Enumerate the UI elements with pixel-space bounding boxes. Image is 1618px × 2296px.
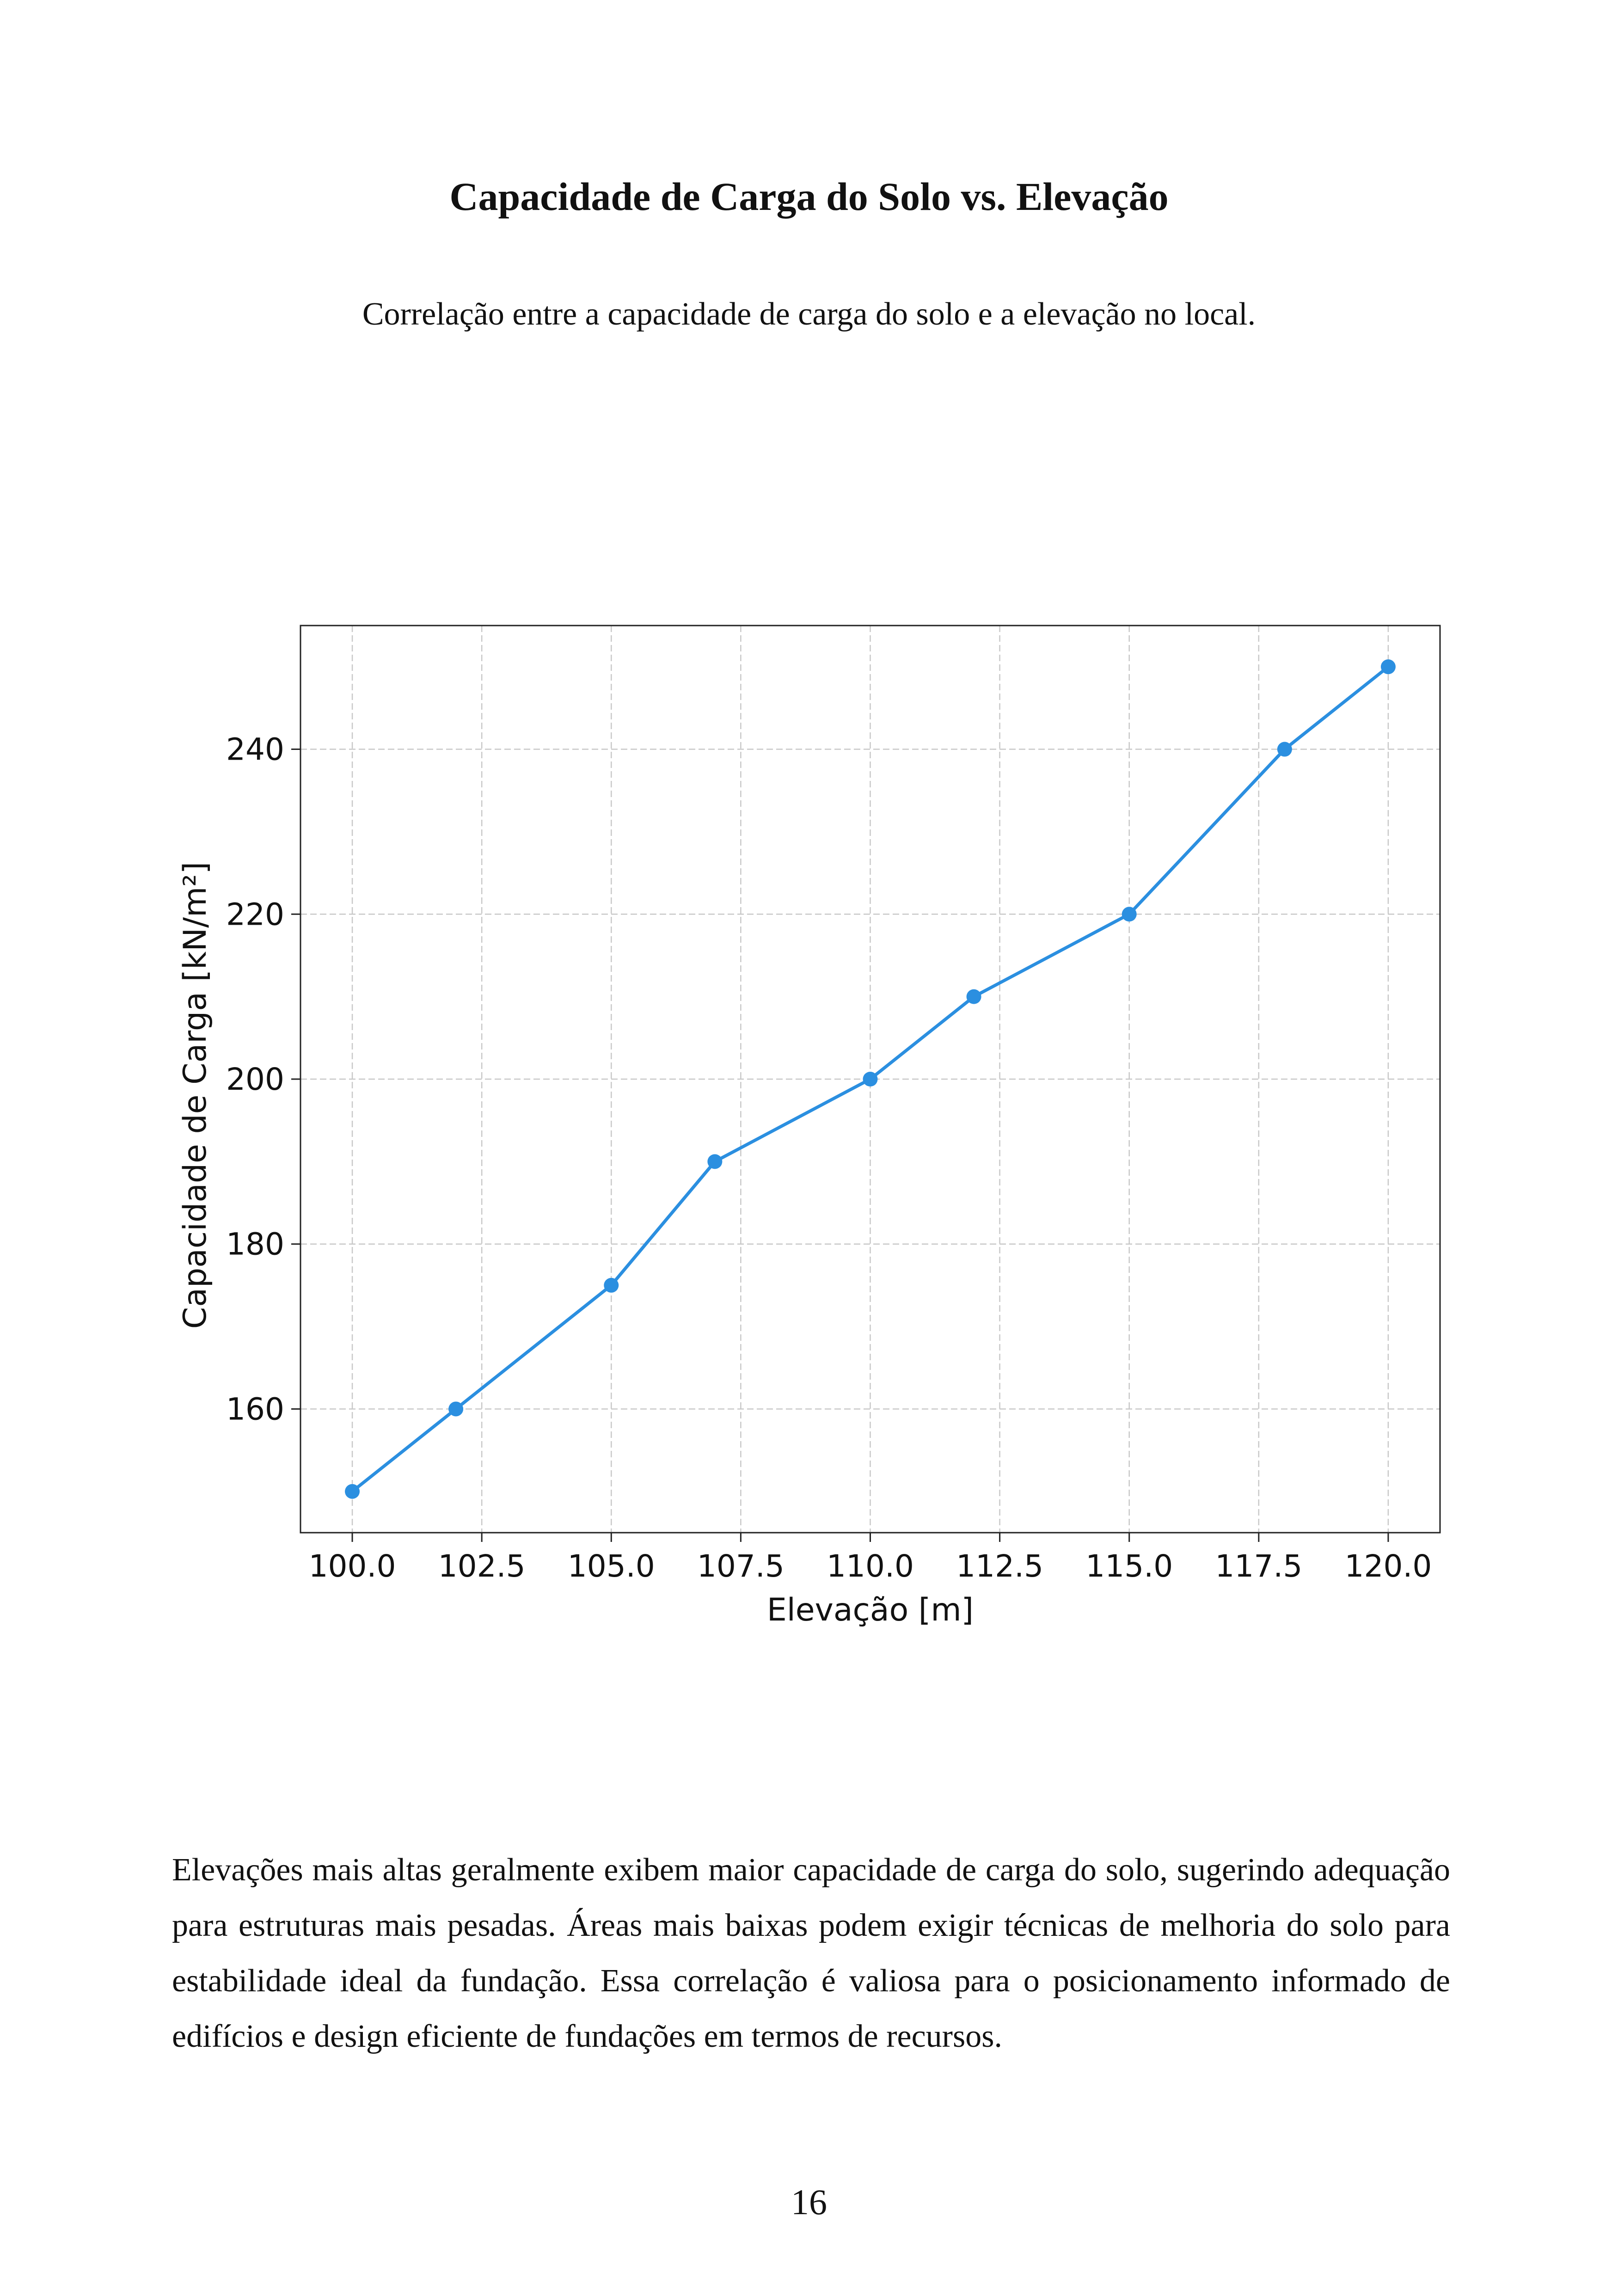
y-tick-label: 180 xyxy=(226,1226,284,1262)
x-tick-label: 102.5 xyxy=(438,1548,526,1584)
data-point xyxy=(707,1154,722,1169)
x-axis-label: Elevação [m] xyxy=(766,1592,974,1628)
x-tick-label: 112.5 xyxy=(956,1548,1044,1584)
y-tick-label: 200 xyxy=(226,1062,284,1097)
page-subtitle: Correlação entre a capacidade de carga do solo e a elevação no local. xyxy=(362,296,1256,332)
x-tick-label: 100.0 xyxy=(308,1548,396,1584)
data-point xyxy=(345,1484,360,1499)
y-tick-label: 240 xyxy=(226,731,284,767)
y-tick-label: 160 xyxy=(226,1391,284,1427)
data-point xyxy=(1381,659,1396,674)
data-point xyxy=(863,1072,878,1087)
x-tick-label: 105.0 xyxy=(567,1548,655,1584)
x-tick-label: 110.0 xyxy=(827,1548,914,1584)
data-point xyxy=(1122,907,1137,921)
y-axis-label: Capacidade de Carga [kN/m²] xyxy=(177,861,214,1329)
page-title: Capacidade de Carga do Solo vs. Elevação xyxy=(449,174,1169,219)
y-tick-label: 220 xyxy=(226,896,284,933)
data-point xyxy=(967,989,981,1004)
x-tick-label: 107.5 xyxy=(697,1548,784,1584)
page-number: 16 xyxy=(791,2182,827,2222)
data-point xyxy=(604,1278,619,1293)
x-tick-label: 115.0 xyxy=(1085,1548,1173,1584)
data-point xyxy=(448,1401,463,1416)
axis-ticks xyxy=(226,732,1432,1584)
x-tick-label: 117.5 xyxy=(1215,1548,1303,1584)
data-point xyxy=(1277,742,1292,757)
body-paragraph: Elevações mais altas geralmente exibem maior capacidade de carga do solo, sugerindo adequação para estruturas mais pesadas. Áreas mais baixas podem exigir técnicas de melhoria do solo para estabilidade ideal da fundação. Essa correlação é valiosa para o posicionamento informado de edifícios e design eficiente de fundações em termos de recursos. xyxy=(172,1852,1450,2054)
x-tick-label: 120.0 xyxy=(1344,1548,1432,1584)
